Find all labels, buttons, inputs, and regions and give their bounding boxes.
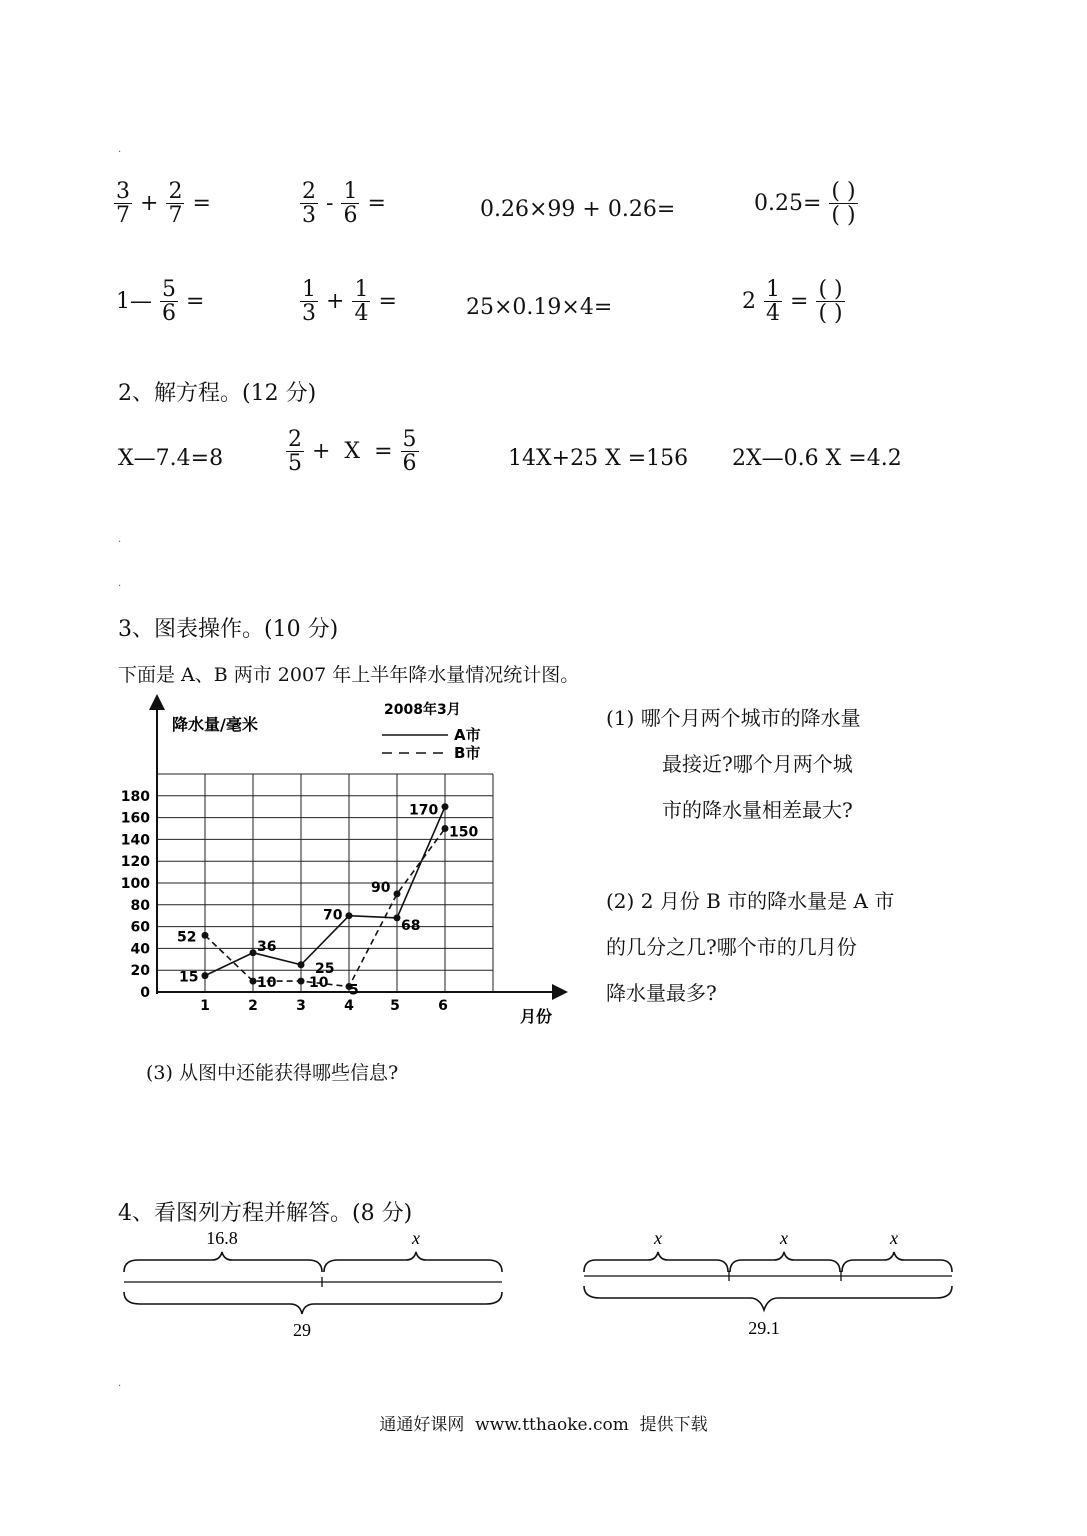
fraction: $\frac{2}{5}$ [288, 427, 302, 477]
diagram-2-bottom-brace [584, 1286, 952, 1310]
expression-lead: 1— [116, 289, 152, 315]
stray-dot: . [118, 534, 122, 545]
y-tick-label: 0 [140, 985, 150, 1001]
question-1-line-2: 最接近?哪个月两个城 [662, 752, 853, 776]
fraction: $\frac{2}{7}$ [168, 179, 183, 229]
equals: = [186, 289, 205, 315]
equals: = [192, 191, 211, 217]
equation-4: 2X—0.6 X =4.2 [732, 446, 902, 471]
x-tick-label: 1 [200, 998, 210, 1014]
question-2-line-3: 降水量最多? [606, 981, 717, 1005]
diagram-2-top-label-3: x [890, 1228, 898, 1248]
fraction: $\frac{1}{4}$ [766, 277, 780, 327]
y-tick-label: 180 [120, 788, 150, 805]
x-tick-label: 5 [390, 998, 400, 1014]
series-b-point [298, 978, 305, 985]
equation-middle: + X = [312, 439, 393, 465]
y-tick-label: 20 [130, 963, 150, 980]
section-4-heading: 4、看图列方程并解答。(8 分) [118, 1201, 413, 1226]
x-tick-label: 4 [344, 998, 354, 1014]
x-tick-label: 3 [296, 998, 306, 1014]
series-a-data-label: 25 [315, 960, 335, 977]
calc-r1-e4 [754, 180, 858, 227]
question-3: (3) 从图中还能获得哪些信息? [146, 1062, 399, 1084]
legend-b-label: B市 [454, 744, 481, 762]
x-axis-label: 月份 [520, 1007, 553, 1026]
page-footer: 通通好课网 www.tthaoke.com 提供下载 [379, 1415, 708, 1435]
equation-3: 14X+25 X =156 [508, 446, 689, 471]
equals: = [790, 289, 809, 315]
question-1-line-3: 市的降水量相差最大? [662, 798, 853, 822]
legend-a-label: A市 [454, 726, 481, 744]
calc-r1-e2 [300, 180, 386, 227]
calc-r1-e3: 0.26×99 + 0.26= [480, 197, 676, 222]
fraction: $\frac{2}{3}$ [302, 179, 316, 229]
y-tick-label: 80 [130, 897, 150, 914]
rainfall-line-chart [118, 690, 578, 1040]
blank-fraction: $\frac{( )}{( )}$ [831, 179, 856, 229]
y-tick-label: 160 [120, 810, 150, 827]
y-tick-label: 40 [130, 941, 150, 958]
series-a-data-label: 68 [401, 917, 421, 934]
operator: + [326, 289, 345, 315]
diagram-1-top-right-brace [324, 1252, 502, 1272]
series-b-point [250, 978, 257, 985]
y-axis-label: 降水量/毫米 [172, 715, 258, 734]
question-2-line-1: (2) 2 月份 B 市的降水量是 A 市 [606, 889, 895, 913]
segment-diagram-1 [118, 1222, 518, 1348]
series-b-point [202, 932, 209, 939]
series-a-data-label: 70 [323, 907, 343, 924]
blank-fraction: $\frac{( )}{( )}$ [818, 277, 843, 327]
y-tick-label: 120 [120, 854, 150, 871]
series-a-data-label: 36 [257, 938, 277, 955]
diagram-1-bottom-label: 29 [293, 1320, 311, 1340]
diagram-1-top-right-label: x [412, 1228, 420, 1248]
equals: = [378, 289, 397, 315]
mixed-whole: 2 [742, 289, 756, 315]
calc-r1-e1 [114, 180, 211, 227]
section-3-heading: 3、图表操作。(10 分) [118, 617, 339, 642]
diagram-2-top-brace-2 [730, 1252, 840, 1272]
question-1-line-1: (1) 哪个月两个城市的降水量 [606, 706, 861, 730]
fraction: $\frac{5}{6}$ [402, 427, 417, 477]
series-b-data-label: 10 [257, 975, 277, 992]
fraction: $\frac{1}{3}$ [302, 277, 316, 327]
fraction: $\frac{1}{6}$ [343, 179, 358, 229]
diagram-2-top-brace-3 [842, 1252, 952, 1272]
diagram-1-top-left-brace [124, 1252, 322, 1272]
series-a-point [346, 912, 353, 919]
y-tick-label: 140 [120, 832, 150, 849]
x-tick-label: 2 [248, 998, 258, 1014]
series-b-point [394, 890, 401, 897]
section-3-intro: 下面是 A、B 两市 2007 年上半年降水量情况统计图。 [118, 664, 580, 686]
stray-dot: . [118, 144, 122, 155]
chart-series [177, 803, 478, 999]
section-2-heading: 2、解方程。(12 分) [118, 381, 317, 406]
question-2-line-2: 的几分之几?哪个市的几月份 [606, 935, 857, 959]
calc-r2-e3: 25×0.19×4= [466, 295, 613, 320]
y-tick-label: 60 [130, 919, 150, 936]
calc-r2-e4 [742, 278, 845, 325]
diagram-2-top-brace-1 [584, 1252, 728, 1272]
series-b-data-label: 52 [177, 929, 197, 946]
diagram-2-top-label-1: x [654, 1228, 662, 1248]
calc-r2-e2 [300, 278, 397, 325]
diagram-1-bottom-brace [124, 1292, 502, 1314]
operator: - [326, 191, 334, 217]
series-a-point [250, 949, 257, 956]
expression-lead: 0.25= [754, 191, 822, 217]
series-b-data-label: 90 [371, 879, 391, 896]
series-a-data-label: 170 [409, 802, 439, 819]
series-b-data-label: 5 [349, 982, 359, 999]
equation-1: X—7.4=8 [118, 446, 224, 471]
fraction: $\frac{1}{4}$ [354, 277, 369, 327]
series-b-point [442, 825, 449, 832]
fraction: $\frac{5}{6}$ [162, 277, 176, 327]
x-tick-labels [200, 998, 448, 1014]
series-b-data-label: 150 [449, 824, 479, 841]
x-tick-label: 6 [438, 998, 448, 1014]
series-a-point [298, 961, 305, 968]
operator: + [140, 191, 159, 217]
segment-diagram-2 [578, 1222, 958, 1348]
chart-title: 2008年3月 [384, 702, 461, 718]
series-a-point [202, 972, 209, 979]
diagram-2-bottom-label: 29.1 [748, 1318, 780, 1338]
y-tick-label: 100 [120, 876, 150, 892]
equals: = [367, 191, 386, 217]
stray-dot: . [118, 1378, 122, 1389]
series-b-data-label: 10 [309, 975, 329, 992]
series-a-data-label: 15 [179, 969, 199, 986]
calc-r2-e1 [116, 278, 204, 325]
series-a-point [442, 803, 449, 810]
diagram-2-top-label-2: x [780, 1228, 788, 1248]
y-tick-labels [121, 789, 150, 1001]
fraction: $\frac{3}{7}$ [116, 179, 130, 229]
stray-dot: . [118, 578, 122, 589]
equation-2 [286, 428, 419, 475]
series-a-point [394, 914, 401, 921]
series-a-line [205, 807, 445, 976]
diagram-1-top-left-label: 16.8 [206, 1228, 238, 1248]
